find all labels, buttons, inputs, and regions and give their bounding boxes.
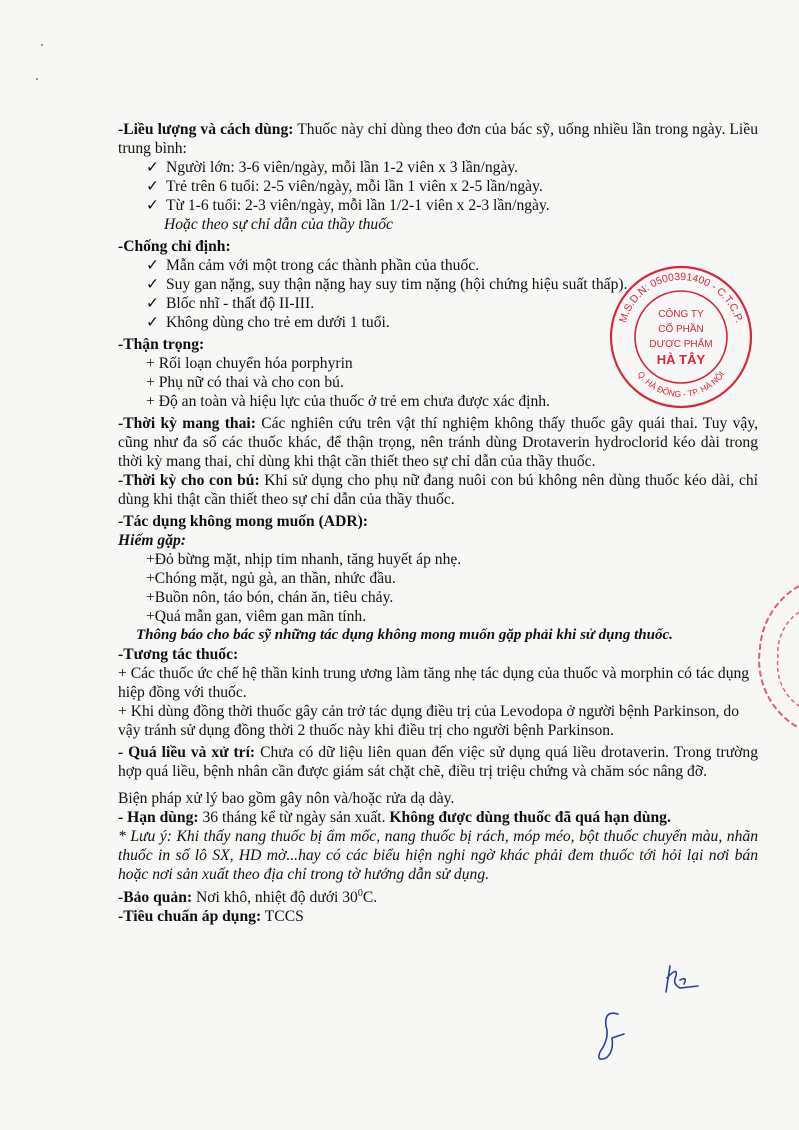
adr-heading: -Tác dụng không mong muốn (ADR): xyxy=(118,513,368,530)
overdose-text: Chưa có dữ liệu liên quan đến việc sử dụng quá liều drotaverin. Trong trường hợp quá liều, bệnh nhân cần được giám sát chặt chẽ, điều trị triệu chứng và chăm sóc nâng đỡ. xyxy=(118,744,758,780)
partial-stamp xyxy=(756,578,799,738)
stamp-line3: DƯỢC PHẨM xyxy=(649,339,713,350)
dosage-note: Hoặc theo sự chỉ dẫn của thầy thuốc xyxy=(164,216,393,233)
dosage-item-text: Người lớn: 3-6 viên/ngày, mỗi lần 1-2 viên x 3 lần/ngày. xyxy=(166,159,519,176)
expiry-paragraph xyxy=(118,808,758,827)
contraindication-text: Mẫn cảm với một trong các thành phần của thuốc. xyxy=(166,257,480,274)
standard-heading: -Tiêu chuẩn áp dụng: xyxy=(118,908,262,926)
overdose-heading: - Quá liều và xử trí: xyxy=(118,744,256,761)
precautions-heading: -Thận trọng: xyxy=(118,336,205,353)
storage-heading: -Bảo quản: xyxy=(118,889,193,907)
pregnancy-paragraph xyxy=(118,414,758,471)
adr-notice: Thông báo cho bác sỹ những tác dụng không mong muốn gặp phải khi sử dụng thuốc. xyxy=(136,627,673,643)
adr-subheading: Hiếm gặp: xyxy=(118,532,186,549)
dosage-item xyxy=(118,158,758,177)
stamp-line1: CÔNG TY xyxy=(658,309,704,320)
checkmark-icon: ✓ xyxy=(146,314,160,331)
dosage-text: Thuốc này chỉ dùng theo đơn của bác sỹ, uống nhiều lần trong ngày. Liều trung bình: xyxy=(118,121,758,157)
dosage-item xyxy=(118,177,758,196)
checkmark-icon: ✓ xyxy=(146,295,160,312)
precaution-item: + Rối loạn chuyển hóa porphyrin xyxy=(146,355,353,372)
contraindications-heading: -Chống chỉ định: xyxy=(118,238,231,255)
precaution-item: + Phụ nữ có thai và cho con bú. xyxy=(146,374,344,391)
dosage-item xyxy=(118,196,758,215)
adr-item: +Quá mẫn gan, viêm gan mãn tính. xyxy=(146,608,367,625)
stamp-line4: HÀ TÂY xyxy=(656,352,706,367)
storage-paragraph xyxy=(118,884,758,907)
contraindication-text: Blốc nhĩ - thất độ II-III. xyxy=(166,295,315,312)
precaution-item: + Độ an toàn và hiệu lực của thuốc ở trẻ em chưa được xác định. xyxy=(146,393,550,410)
checkmark-icon: ✓ xyxy=(146,276,160,293)
overdose-measures: Biện pháp xử lý bao gồm gây nôn và/hoặc rửa dạ dày. xyxy=(118,790,455,807)
checkmark-icon: ✓ xyxy=(146,159,160,176)
lactation-text: Khi sử dụng cho phụ nữ đang nuôi con bú không nên dùng thuốc kéo dài, chỉ dùng khi thật cần thiết theo sự chỉ dẫn của thầy thuốc. xyxy=(118,472,758,508)
scan-speck xyxy=(41,44,43,46)
standard-paragraph xyxy=(118,907,758,926)
contraindication-text: Suy gan nặng, suy thận nặng hay suy tim nặng (hội chứng hiệu suất thấp). xyxy=(166,276,628,293)
stamp-inner-ring xyxy=(635,291,727,383)
stamp-ring-text: M.S.D.N: 0500391400 - C.T.C.P. xyxy=(616,270,746,325)
checkmark-icon: ✓ xyxy=(146,197,160,214)
expiry-note: * Lưu ý: Khi thấy nang thuốc bị ẩm mốc, nang thuốc bị rách, móp méo, bột thuốc chuyển màu, nhãn thuốc in số lô SX, HD mờ...hay có các biểu hiện nghi ngờ khác phải đem thuốc tới hỏi lại nơi bán hoặc nơi sản xuất theo địa chỉ trong tờ hướng dẫn sử dụng. xyxy=(118,828,758,883)
lactation-paragraph xyxy=(118,471,758,509)
signature-mark xyxy=(592,1008,632,1064)
dosage-paragraph xyxy=(118,120,758,158)
company-stamp xyxy=(606,262,756,412)
storage-degree: 0 xyxy=(357,888,363,899)
signature-initials xyxy=(658,962,708,996)
expiry-heading: - Hạn dùng: xyxy=(118,809,199,826)
checkmark-icon: ✓ xyxy=(146,257,160,274)
checkmark-icon: ✓ xyxy=(146,178,160,195)
standard-text: TCCS xyxy=(261,908,304,926)
pregnancy-text: Các nghiên cứu trên vật thí nghiệm không thấy thuốc gây quái thai. Tuy vậy, cũng như đa số các thuốc khác, để thận trọng, nên tránh dùng Drotaverin hydroclorid kéo dài trong thời kỳ mang thai, chỉ dùng khi thật cần thiết theo sự chỉ dẫn của thầy thuốc. xyxy=(118,415,759,470)
interaction-paragraph: + Khi dùng đồng thời thuốc gây cản trở tác dụng điều trị của Levodopa ở người bệnh Parkinson, do vậy tránh sử dụng đồng thời 2 thuốc này khi điều trị cho người bệnh Parkinson. xyxy=(118,703,740,739)
adr-item: +Đỏ bừng mặt, nhịp tim nhanh, tăng huyết áp nhẹ. xyxy=(146,551,462,568)
adr-item: +Buồn nôn, táo bón, chán ăn, tiêu chảy. xyxy=(146,589,394,606)
storage-text: Nơi khô, nhiệt độ dưới 30 xyxy=(192,889,358,907)
storage-unit: C. xyxy=(362,889,378,907)
leaflet-body xyxy=(118,120,758,926)
stamp-bottom-text: Q. HÀ ĐÔNG - TP. HÀ NỘI xyxy=(635,369,727,400)
contraindication-text: Không dùng cho trẻ em dưới 1 tuổi. xyxy=(166,314,390,331)
scan-speck xyxy=(36,78,38,80)
interaction-paragraph: + Các thuốc ức chế hệ thần kinh trung ương làm tăng nhẹ tác dụng của thuốc và morphin có tác dụng hiệp đồng với thuốc. xyxy=(118,665,750,701)
dosage-heading: -Liều lượng và cách dùng: xyxy=(118,121,294,138)
lactation-heading: -Thời kỳ cho con bú: xyxy=(118,472,260,489)
pregnancy-heading: -Thời kỳ mang thai: xyxy=(118,415,256,432)
expiry-text: 36 tháng kể từ ngày sản xuất. xyxy=(198,809,390,826)
stamp-line2: CỔ PHẦN xyxy=(658,324,704,335)
dosage-item-text: Trẻ trên 6 tuổi: 2-5 viên/ngày, mỗi lần 1 viên x 2-5 lần/ngày. xyxy=(166,178,543,195)
expiry-warning: Không được dùng thuốc đã quá hạn dùng. xyxy=(389,809,671,826)
overdose-paragraph xyxy=(118,743,758,781)
dosage-item-text: Từ 1-6 tuổi: 2-3 viên/ngày, mỗi lần 1/2-1 viên x 2-3 lần/ngày. xyxy=(166,197,550,214)
stamp-outer-ring xyxy=(611,267,751,407)
interactions-heading: -Tương tác thuốc: xyxy=(118,646,239,663)
adr-item: +Chóng mặt, ngủ gà, an thần, nhức đầu. xyxy=(146,570,396,587)
